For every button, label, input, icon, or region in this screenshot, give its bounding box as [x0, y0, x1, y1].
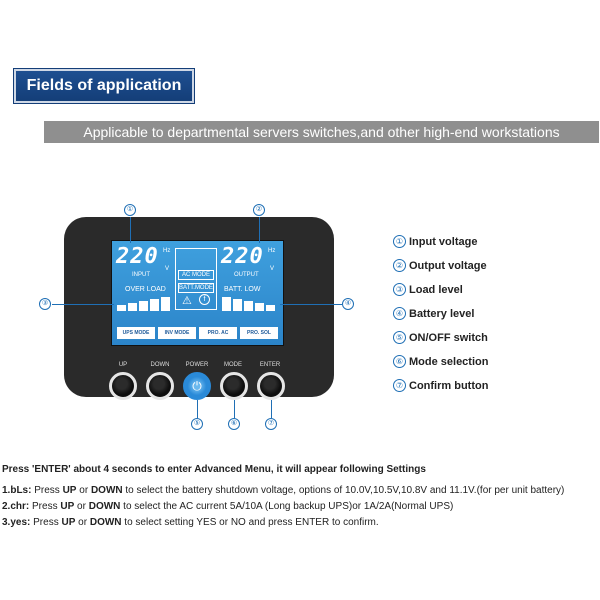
instruction-line-3 — [2, 517, 379, 528]
lcd-mode-inv — [158, 327, 196, 339]
legend-num: ⑥ — [393, 355, 406, 368]
legend-item — [393, 355, 488, 368]
callout-4: ④ — [342, 298, 354, 310]
callout-2: ② — [253, 204, 265, 216]
callout-2-leader — [259, 217, 260, 243]
lcd-output-hz: Hz — [268, 248, 276, 254]
instruction-line-2 — [2, 501, 453, 512]
legend-num: ⑤ — [393, 331, 406, 344]
callout-3: ③ — [39, 298, 51, 310]
mode-button[interactable] — [220, 372, 248, 400]
lcd-output-value: 220 — [221, 244, 264, 269]
instruction-up: UP — [61, 517, 76, 528]
instruction-rest: to select setting YES or NO and press ENTER to confirm. — [121, 517, 379, 528]
lcd-input-label: INPUT — [132, 272, 150, 278]
lcd-input-hz: Hz — [163, 248, 171, 254]
callout-1: ① — [124, 204, 136, 216]
legend-label: Confirm button — [409, 379, 489, 392]
lcd-batt-mode — [178, 283, 214, 293]
up-button-label: UP — [118, 362, 128, 368]
mode-button-label: MODE — [224, 362, 242, 368]
instruction-mid: or — [76, 485, 91, 496]
instruction-key: 3.yes: — [2, 517, 31, 528]
down-button-label: DOWN — [150, 362, 170, 368]
legend — [393, 235, 488, 392]
instruction-down: DOWN — [90, 485, 123, 496]
callout-6: ⑥ — [228, 418, 240, 430]
instruction-up: UP — [60, 501, 75, 512]
power-button-label: POWER — [185, 362, 209, 368]
lcd-output-label: OUTPUT — [234, 272, 259, 278]
legend-item — [393, 379, 488, 392]
instruction-rest: to select the battery shutdown voltage, options of 10.0V,10.5V,10.8V and 11.1V.(for per unit battery) — [122, 485, 565, 496]
legend-num: ③ — [393, 283, 406, 296]
instruction-pre: Press — [34, 485, 63, 496]
instruction-down: DOWN — [89, 517, 122, 528]
instruction-mid: or — [75, 517, 90, 528]
subtitle-bar — [44, 121, 599, 143]
enter-button-label: ENTER — [259, 362, 281, 368]
subtitle-text: Applicable to departmental servers switches,and other high-end workstations — [83, 124, 560, 140]
legend-label: Battery level — [409, 307, 475, 320]
legend-item — [393, 235, 488, 248]
battery-level-bars — [220, 296, 275, 311]
lcd-mode-ups-text: UPS MODE — [122, 330, 150, 336]
power-button[interactable] — [183, 372, 211, 400]
legend-item — [393, 259, 488, 272]
lcd-over-load: OVER LOAD — [125, 286, 166, 293]
lcd-batt-low: BATT. LOW — [224, 286, 261, 293]
callout-4-leader — [280, 304, 342, 305]
fault-icon: f — [199, 294, 210, 305]
down-button[interactable] — [146, 372, 174, 400]
instruction-mid: or — [74, 501, 89, 512]
instruction-line-1 — [2, 485, 564, 496]
instruction-key: 1.bLs: — [2, 485, 32, 496]
instruction-pre: Press — [32, 501, 61, 512]
legend-label: ON/OFF switch — [409, 331, 488, 344]
legend-item — [393, 283, 488, 296]
legend-item — [393, 331, 488, 344]
legend-label: Output voltage — [409, 259, 487, 272]
enter-button[interactable] — [257, 372, 285, 400]
legend-num: ⑦ — [393, 379, 406, 392]
lcd-mode-pro-ac-text: PRO. AC — [207, 330, 229, 336]
callout-7: ⑦ — [265, 418, 277, 430]
lcd-mode-ups — [117, 327, 155, 339]
lcd-ac-mode — [178, 270, 214, 280]
callout-3-leader — [52, 304, 114, 305]
instruction-rest: to select the AC current 5A/10A (Long backup UPS)or 1A/2A(Normal UPS) — [120, 501, 454, 512]
callout-7-leader — [271, 400, 272, 418]
callout-1-leader — [130, 217, 131, 243]
lcd-input-v: V — [165, 266, 170, 272]
lcd-ac-mode-text: AC MODE — [181, 272, 210, 278]
load-level-bars — [117, 296, 172, 311]
legend-label: Input voltage — [409, 235, 478, 248]
instruction-down: DOWN — [88, 501, 121, 512]
legend-label: Load level — [409, 283, 463, 296]
instructions-heading: Press 'ENTER' about 4 seconds to enter Advanced Menu, it will appear following Settings — [2, 464, 426, 475]
section-title-banner — [14, 69, 194, 103]
lcd-batt-mode-text: BATT.MODE — [179, 285, 213, 291]
warning-icon: ⚠ — [182, 295, 192, 307]
instruction-key: 2.chr: — [2, 501, 30, 512]
legend-label: Mode selection — [409, 355, 489, 368]
up-button[interactable] — [109, 372, 137, 400]
legend-num: ② — [393, 259, 406, 272]
lcd-output-v: V — [270, 266, 275, 272]
instruction-pre: Press — [33, 517, 62, 528]
callout-5-leader — [197, 400, 198, 418]
callout-5: ⑤ — [191, 418, 203, 430]
lcd-mode-inv-text: INV MODE — [164, 330, 190, 336]
instruction-up: UP — [62, 485, 77, 496]
section-title: Fields of application — [26, 77, 182, 94]
legend-num: ④ — [393, 307, 406, 320]
legend-num: ① — [393, 235, 406, 248]
legend-item — [393, 307, 488, 320]
power-icon: ⏻ — [192, 379, 202, 393]
lcd-mode-pro-ac — [199, 327, 237, 339]
callout-6-leader — [234, 400, 235, 418]
lcd-mode-pro-sol-text: PRO. SOL — [247, 330, 271, 336]
lcd-mode-pro-sol — [240, 327, 278, 339]
lcd-input-value: 220 — [116, 244, 159, 269]
